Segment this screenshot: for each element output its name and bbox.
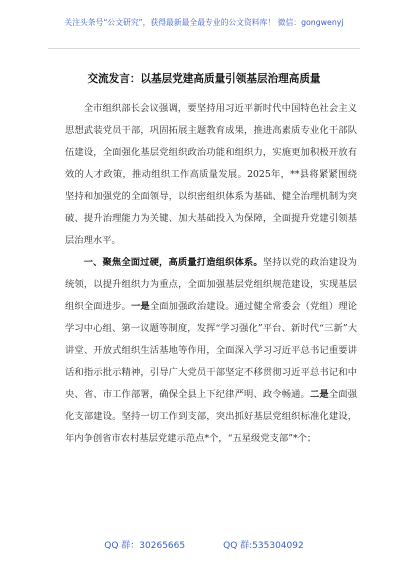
footer-contacts [0, 538, 408, 551]
section-heading: 一、聚焦全面过硬，高质量打造组织体系。 [83, 257, 263, 268]
qq-group-2: QQ 群:535304092 [223, 541, 304, 551]
point-text-2: 全面强化支部建设。坚持一切工作到支部，突出抓好基层党组织标准化建设，年内争创省市农村基层党建示范点*个，“五星级党支部”*个； [65, 389, 357, 444]
document-body [65, 98, 357, 450]
section-one-paragraph [65, 252, 357, 450]
point-text-1: 全面加强政治建设。通过健全常委会（党组）理论学习中心组、第一议题等制度，发挥“学习强化”平台、新时代“三新”大讲堂、开放式组织生活基地等作用，全面深入学习习近平总书记重要讲话和指示批示精神，引导广大党员干部坚定不移贯彻习近平总书记和中央、省、市工作部署，确保全县上下纪律严明、政令畅通。 [65, 301, 357, 400]
header-divider [48, 48, 360, 49]
point-marker-2: 二是 [309, 389, 329, 400]
point-marker-1: 一是 [130, 301, 150, 312]
header-banner: 关注头条号“公文研究”，获得最新最全最专业的公文资料库！ 微信：gongwenyj [64, 18, 344, 27]
intro-paragraph: 全市组织部长会议强调，要坚持用习近平新时代中国特色社会主义思想武装党员干部，巩固拓展主题教育成果，推进高素质专业化干部队伍建设，全面强化基层党组织政治功能和组织力，实施更加积极开放有效的人才政策，推动组织工作高质量发展。2025年，**县将紧紧围绕坚持和加强党的全面领导，以织密组织体系为基础、健全治理机制为突破、提升治理能力为关键、加大基础投入为保障，全面提升党建引领基层治理水平。 [65, 103, 357, 246]
document-title: 交流发言：以基层党建高质量引领基层治理高质量 [87, 73, 321, 85]
section-text: 坚持以党的政治建设为统领，以提升组织力为重点，全面加强基层党组织规范建设，实现基层组织全面进步。 [65, 257, 357, 312]
qq-group-1: QQ 群：30265665 [104, 541, 186, 551]
